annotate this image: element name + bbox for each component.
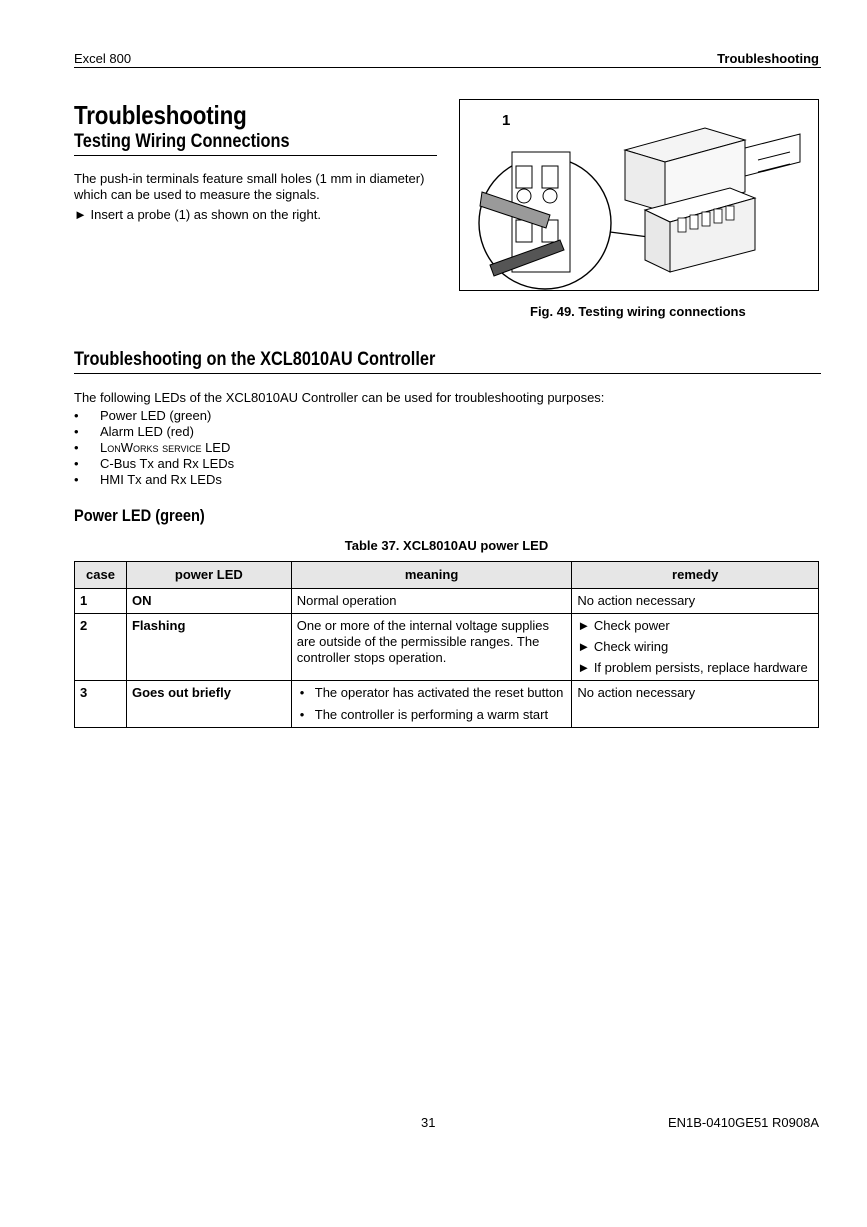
page-title: Troubleshooting (74, 100, 247, 130)
led-list (74, 408, 234, 488)
page-number: 31 (421, 1115, 436, 1130)
meaning-point: • The operator has activated the reset button (297, 685, 567, 701)
remedy-steps (577, 618, 813, 676)
meaning-points (297, 685, 567, 723)
cell-meaning: Normal operation (291, 589, 572, 614)
cell-led: Flashing (126, 614, 291, 681)
meaning-point: • The controller is performing a warm start (297, 707, 567, 723)
col-header-power-led: power LED (126, 562, 291, 589)
led-intro: The following LEDs of the XCL8010AU Controller can be used for troubleshooting purposes: (74, 390, 605, 405)
table-row (75, 614, 819, 681)
instruction-step: ► Insert a probe (1) as shown on the right. (74, 207, 321, 222)
list-item: • Power LED (green) (74, 408, 234, 424)
cell-led: Goes out briefly (126, 681, 291, 728)
table-row (75, 589, 819, 614)
section-heading-power-led: Power LED (green) (74, 506, 205, 525)
remedy-step: ► If problem persists, replace hardware (577, 660, 808, 675)
table-caption: Table 37. XCL8010AU power LED (344, 538, 549, 553)
power-led-table (74, 561, 819, 728)
col-header-remedy: remedy (572, 562, 819, 589)
header-right: Troubleshooting (717, 51, 819, 66)
col-header-case: case (75, 562, 127, 589)
cell-meaning (291, 681, 572, 728)
remedy-step: ► Check wiring (577, 639, 669, 654)
list-item: • LonWorks service LED (74, 440, 234, 456)
header-left: Excel 800 (74, 51, 132, 66)
table-row (75, 681, 819, 728)
remedy-step: ► Check power (577, 618, 670, 633)
cell-meaning: One or more of the internal voltage supplies are outside of the permissible ranges. The controller stops operation. (291, 614, 572, 681)
subtitle-rule (74, 155, 437, 156)
list-item: • C-Bus Tx and Rx LEDs (74, 456, 234, 472)
list-item: • HMI Tx and Rx LEDs (74, 472, 234, 488)
header-rule (74, 67, 821, 68)
cell-case: 3 (75, 681, 127, 728)
cell-led: ON (126, 589, 291, 614)
cell-remedy: No action necessary (572, 589, 819, 614)
callout-label: 1 (502, 112, 511, 129)
terminal-probe-illustration (460, 100, 818, 290)
document-code: EN1B-0410GE51 R0908A (667, 1115, 819, 1130)
section-heading-controller: Troubleshooting on the XCL8010AU Controller (74, 349, 436, 370)
list-item: • Alarm LED (red) (74, 424, 234, 440)
section-rule (74, 373, 821, 374)
figure-frame (459, 99, 819, 291)
section-subtitle: Testing Wiring Connections (74, 131, 290, 152)
intro-paragraph: The push-in terminals feature small holes (1 mm in diameter) which can be used to measure the signals. (74, 171, 425, 202)
cell-case: 1 (75, 589, 127, 614)
col-header-meaning: meaning (291, 562, 572, 589)
figure-caption: Fig. 49. Testing wiring connections (530, 304, 746, 319)
cell-case: 2 (75, 614, 127, 681)
table-header-row (75, 562, 819, 589)
cell-remedy (572, 614, 819, 681)
cell-remedy: No action necessary (572, 681, 819, 728)
